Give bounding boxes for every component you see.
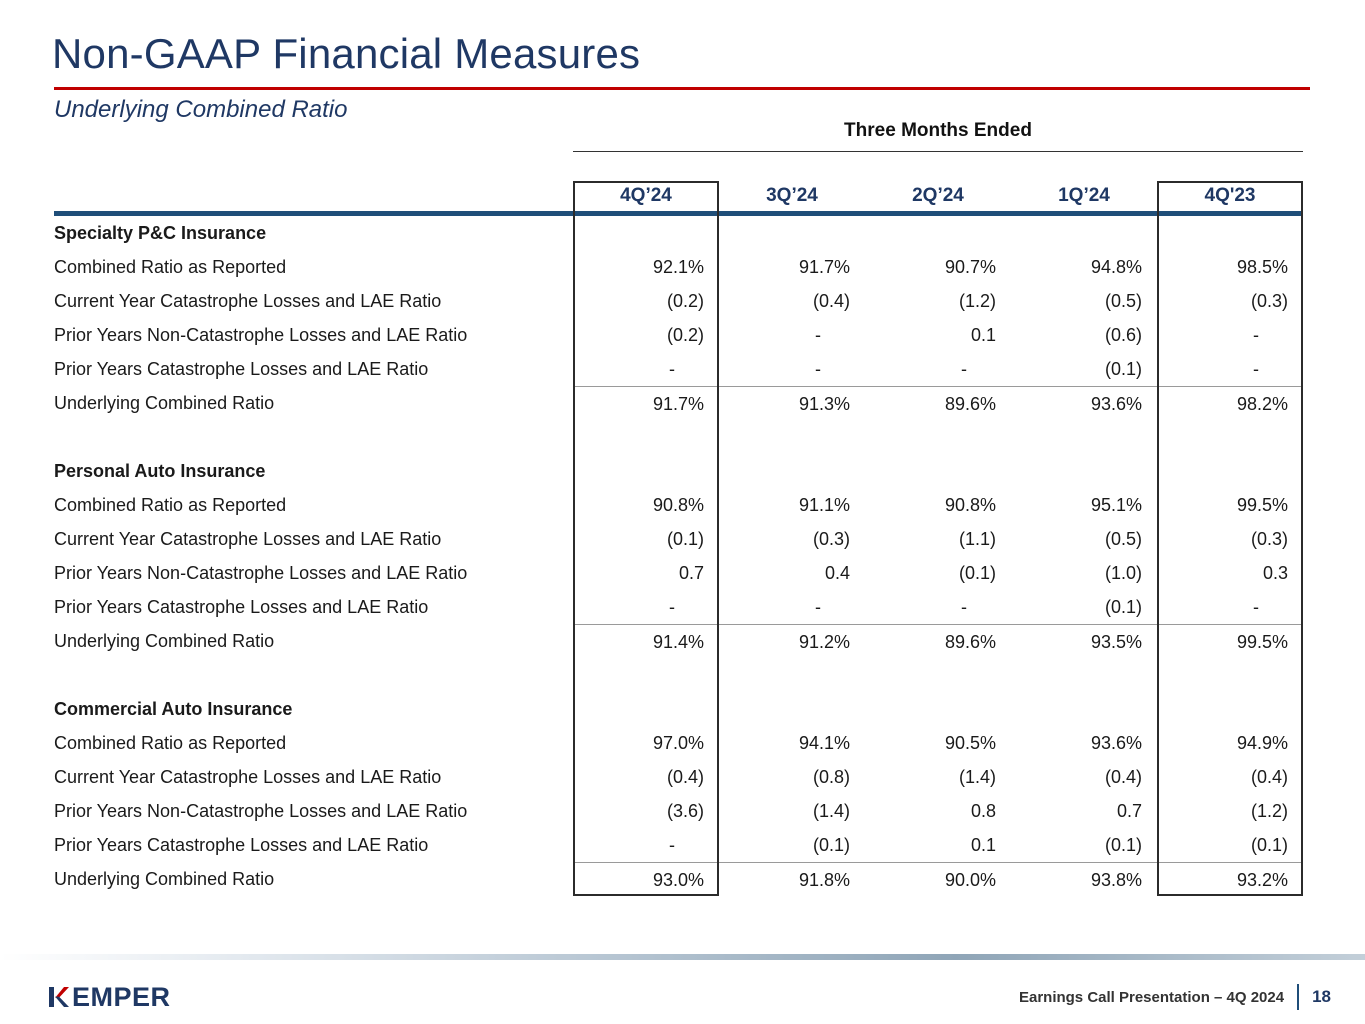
row-label: Prior Years Catastrophe Losses and LAE Ratio	[54, 359, 429, 379]
value-cell: 91.4%	[573, 624, 719, 658]
section-header-row	[54, 692, 1303, 726]
value-cell: (0.3)	[1250, 529, 1288, 549]
value-cell: (0.2)	[666, 325, 704, 345]
value-cell: 99.5%	[1157, 624, 1303, 658]
value-cell: (0.4)	[812, 291, 850, 311]
value-cell: 99.5%	[1236, 495, 1288, 515]
value-cell: (1.1)	[958, 529, 996, 549]
value-cell: 89.6%	[865, 624, 1011, 658]
table-row	[54, 760, 1303, 794]
period-header: Three Months Ended	[573, 120, 1303, 152]
value-cell: -	[815, 359, 821, 379]
value-cell: (0.6)	[1104, 325, 1142, 345]
table-row	[54, 726, 1303, 760]
value-cell: (0.1)	[958, 563, 996, 583]
value-cell: (1.4)	[958, 767, 996, 787]
row-label: Prior Years Non-Catastrophe Losses and LAE Ratio	[54, 801, 468, 821]
value-cell: -	[1253, 597, 1259, 617]
section-header-row	[54, 216, 1303, 250]
row-label: Prior Years Catastrophe Losses and LAE Ratio	[54, 835, 429, 855]
value-cell: (0.4)	[666, 767, 704, 787]
value-cell: 0.1	[970, 325, 996, 345]
value-cell: (0.3)	[812, 529, 850, 549]
row-label: Prior Years Non-Catastrophe Losses and LAE Ratio	[54, 563, 468, 583]
section-title: Commercial Auto Insurance	[54, 699, 293, 719]
value-cell: 95.1%	[1090, 495, 1142, 515]
row-label: Prior Years Non-Catastrophe Losses and LAE Ratio	[54, 325, 468, 345]
value-cell: 0.1	[970, 835, 996, 855]
column-header: 4Q'23	[1204, 185, 1256, 206]
value-cell: 91.8%	[719, 862, 865, 896]
value-cell: (0.1)	[1104, 359, 1142, 379]
footer-right	[1019, 984, 1331, 1010]
table-row	[54, 828, 1303, 862]
value-cell: 0.8	[970, 801, 996, 821]
table-row	[54, 250, 1303, 284]
value-cell: -	[1253, 325, 1259, 345]
value-cell: -	[815, 597, 821, 617]
value-cell: 98.2%	[1157, 386, 1303, 420]
value-cell: 98.5%	[1236, 257, 1288, 277]
value-cell: 94.1%	[798, 733, 850, 753]
value-cell: (0.3)	[1250, 291, 1288, 311]
value-cell: (0.8)	[812, 767, 850, 787]
page-title: Non-GAAP Financial Measures	[52, 30, 641, 77]
value-cell: -	[669, 835, 675, 855]
footer	[48, 976, 1331, 1018]
value-cell: 0.7	[678, 563, 704, 583]
footer-gradient-bar	[0, 954, 1365, 960]
table-header-row	[54, 181, 1303, 216]
table-row	[54, 488, 1303, 522]
value-cell: (0.1)	[666, 529, 704, 549]
kemper-logo	[48, 982, 171, 1012]
kemper-k-icon	[48, 987, 70, 1007]
section-title: Specialty P&C Insurance	[54, 223, 267, 243]
column-header-spacer	[54, 181, 573, 211]
value-cell: -	[669, 359, 675, 379]
value-cell: 0.7	[1116, 801, 1142, 821]
value-cell: (0.4)	[1250, 767, 1288, 787]
value-cell: 0.3	[1262, 563, 1288, 583]
row-label: Prior Years Catastrophe Losses and LAE Ratio	[54, 597, 429, 617]
table-row	[54, 794, 1303, 828]
kemper-logo-text: EMPER	[72, 982, 171, 1012]
page-subtitle: Underlying Combined Ratio	[54, 96, 348, 123]
value-cell: (1.0)	[1104, 563, 1142, 583]
value-cell: -	[961, 359, 967, 379]
underlying-combined-ratio-table	[54, 181, 1303, 896]
value-cell: 90.8%	[944, 495, 996, 515]
row-label: Underlying Combined Ratio	[54, 869, 275, 889]
row-label: Combined Ratio as Reported	[54, 495, 287, 515]
column-header: 4Q’24	[620, 185, 672, 206]
value-cell: (0.2)	[666, 291, 704, 311]
table-body	[54, 181, 1303, 896]
value-cell: (0.1)	[1250, 835, 1288, 855]
value-cell: 90.7%	[944, 257, 996, 277]
value-cell: 93.8%	[1011, 862, 1157, 896]
row-label: Underlying Combined Ratio	[54, 631, 275, 651]
value-cell: (0.1)	[1104, 597, 1142, 617]
page-number: 18	[1312, 987, 1331, 1006]
table-row	[54, 590, 1303, 624]
row-label: Combined Ratio as Reported	[54, 257, 287, 277]
section-spacer	[54, 420, 1303, 454]
column-header: 2Q’24	[912, 185, 964, 206]
value-cell: 90.8%	[652, 495, 704, 515]
value-cell: 97.0%	[652, 733, 704, 753]
value-cell: 90.0%	[865, 862, 1011, 896]
value-cell: (0.5)	[1104, 291, 1142, 311]
value-cell: 90.5%	[944, 733, 996, 753]
value-cell: 93.2%	[1157, 862, 1303, 896]
table-row	[54, 624, 1303, 658]
value-cell: 91.7%	[798, 257, 850, 277]
section-spacer	[54, 658, 1303, 692]
table-row	[54, 386, 1303, 420]
row-label: Underlying Combined Ratio	[54, 393, 275, 413]
section-title: Personal Auto Insurance	[54, 461, 266, 481]
row-label: Current Year Catastrophe Losses and LAE Ratio	[54, 767, 442, 787]
column-header: 3Q’24	[766, 185, 818, 206]
value-cell: (3.6)	[666, 801, 704, 821]
value-cell: (1.2)	[1250, 801, 1288, 821]
row-label: Current Year Catastrophe Losses and LAE Ratio	[54, 529, 442, 549]
table-row	[54, 284, 1303, 318]
value-cell: 92.1%	[652, 257, 704, 277]
value-cell: -	[815, 325, 821, 345]
value-cell: (0.1)	[812, 835, 850, 855]
value-cell: 93.5%	[1011, 624, 1157, 658]
value-cell: 91.1%	[798, 495, 850, 515]
row-label: Combined Ratio as Reported	[54, 733, 287, 753]
value-cell: (0.5)	[1104, 529, 1142, 549]
value-cell: (0.4)	[1104, 767, 1142, 787]
value-cell: 94.9%	[1236, 733, 1288, 753]
value-cell: 91.2%	[719, 624, 865, 658]
value-cell: 0.4	[824, 563, 850, 583]
value-cell: 91.3%	[719, 386, 865, 420]
table-row	[54, 522, 1303, 556]
footer-caption: Earnings Call Presentation – 4Q 2024	[1018, 988, 1285, 1006]
table-row	[54, 556, 1303, 590]
table-row	[54, 318, 1303, 352]
value-cell: (0.1)	[1104, 835, 1142, 855]
value-cell: -	[961, 597, 967, 617]
footer-divider	[1297, 984, 1299, 1010]
value-cell: -	[669, 597, 675, 617]
value-cell: -	[1253, 359, 1259, 379]
value-cell: 94.8%	[1090, 257, 1142, 277]
title-rule	[54, 87, 1310, 90]
value-cell: 93.6%	[1090, 733, 1142, 753]
table-row	[54, 862, 1303, 896]
value-cell: 89.6%	[865, 386, 1011, 420]
value-cell: (1.2)	[958, 291, 996, 311]
value-cell: 93.6%	[1011, 386, 1157, 420]
value-cell: 91.7%	[573, 386, 719, 420]
value-cell: 93.0%	[573, 862, 719, 896]
value-cell: (1.4)	[812, 801, 850, 821]
row-label: Current Year Catastrophe Losses and LAE Ratio	[54, 291, 442, 311]
section-header-row	[54, 454, 1303, 488]
table-row	[54, 352, 1303, 386]
column-header: 1Q’24	[1058, 185, 1110, 206]
